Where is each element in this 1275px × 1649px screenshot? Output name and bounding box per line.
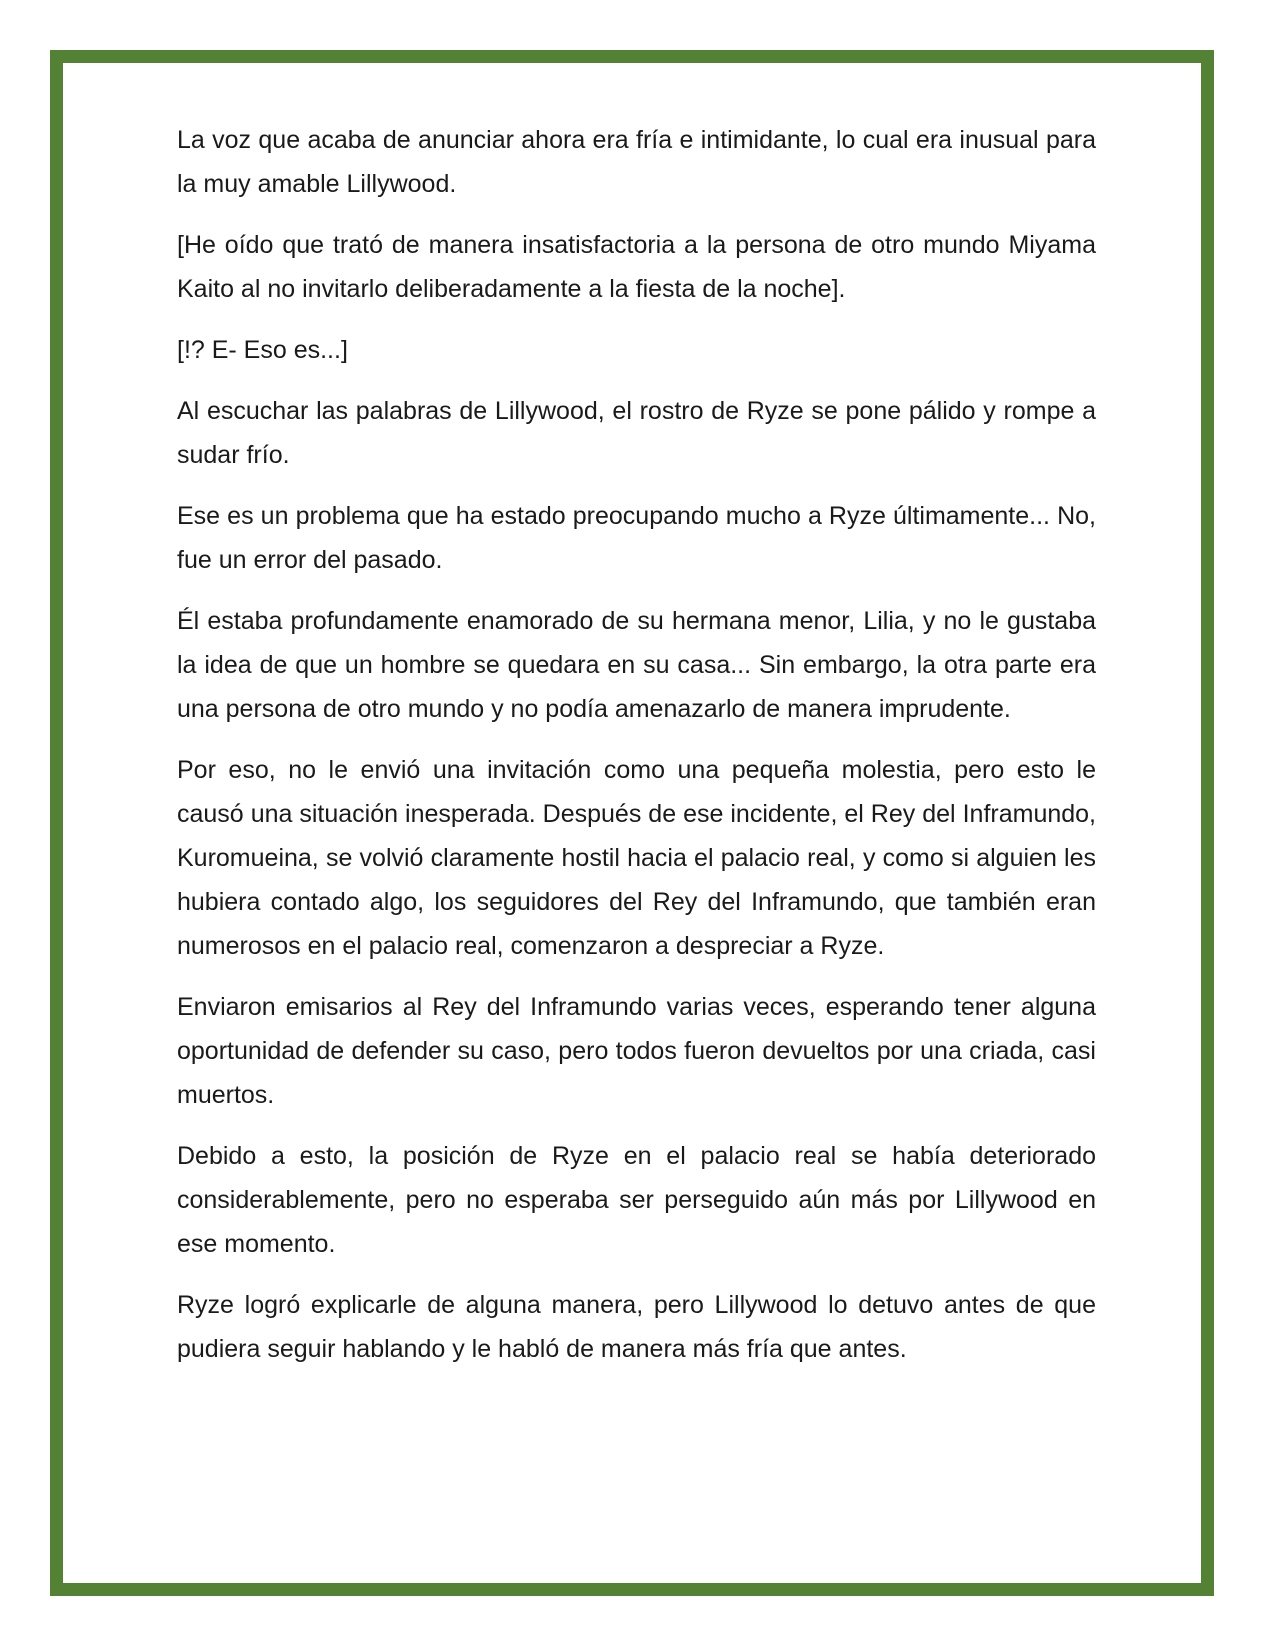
paragraph-4: Al escuchar las palabras de Lillywood, el rostro de Ryze se pone pálido y rompe a sudar frío. [177,397,1096,469]
paragraph-3: [!? E- Eso es...] [177,336,348,364]
paragraph-2: [He oído que trató de manera insatisfactoria a la persona de otro mundo Miyama Kaito al no invitarlo deliberadamente a la fiesta de la noche]. [177,231,1096,303]
paragraph-1: La voz que acaba de anunciar ahora era fría e intimidante, lo cual era inusual para la muy amable Lillywood. [177,126,1096,198]
paragraph-5: Ese es un problema que ha estado preocupando mucho a Ryze últimamente... No, fue un error del pasado. [177,502,1096,574]
document-body [177,118,1096,1388]
paragraph-9: Debido a esto, la posición de Ryze en el palacio real se había deteriorado considerablemente, pero no esperaba ser perseguido aún más por Lillywood en ese momento. [177,1142,1096,1258]
paragraph-7: Por eso, no le envió una invitación como una pequeña molestia, pero esto le causó una situación inesperada. Después de ese incidente, el Rey del Inframundo, Kuromueina, se volvió claramente hostil hacia el palacio real, y como si alguien les hubiera contado algo, los seguidores del Rey del Inframundo, que también eran numerosos en el palacio real, comenzaron a despreciar a Ryze. [177,756,1096,960]
paragraph-6: Él estaba profundamente enamorado de su hermana menor, Lilia, y no le gustaba la idea de que un hombre se quedara en su casa... Sin embargo, la otra parte era una persona de otro mundo y no podía amenazarlo de manera imprudente. [177,607,1096,723]
paragraph-10: Ryze logró explicarle de alguna manera, pero Lillywood lo detuvo antes de que pudiera seguir hablando y le habló de manera más fría que antes. [177,1291,1096,1363]
paragraph-8: Enviaron emisarios al Rey del Inframundo varias veces, esperando tener alguna oportunidad de defender su caso, pero todos fueron devueltos por una criada, casi muertos. [177,993,1096,1109]
